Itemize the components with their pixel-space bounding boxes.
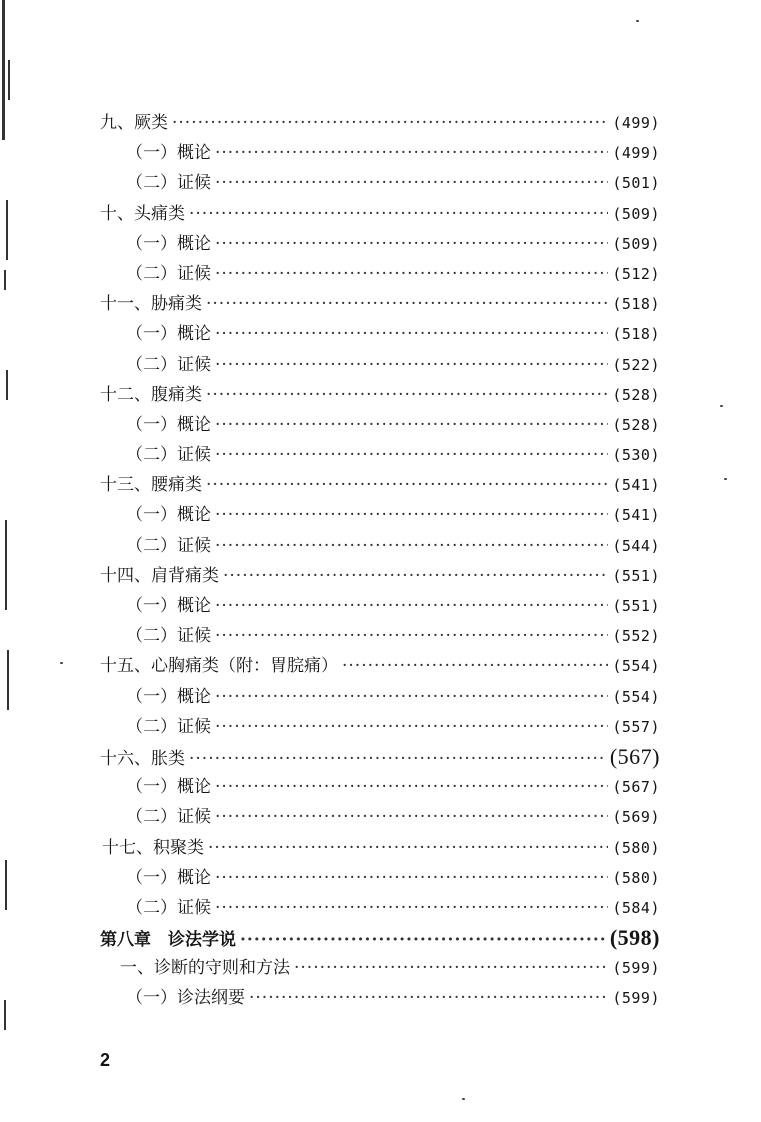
toc-entry-page: (499) [612, 114, 660, 132]
dot-leader [223, 561, 608, 591]
scan-edge-mark [4, 270, 6, 290]
dot-leader [215, 410, 608, 440]
scan-edge-mark [2, 0, 5, 140]
toc-entry [100, 168, 660, 198]
scan-speck [462, 1098, 465, 1100]
toc-entry [100, 259, 660, 289]
dot-leader [215, 621, 608, 651]
dot-leader [215, 893, 608, 923]
dot-leader [215, 682, 608, 712]
scan-edge-mark [7, 650, 9, 710]
scan-speck [636, 20, 639, 22]
toc-entry-page: (567) [609, 743, 660, 769]
toc-entry-page: (599) [612, 959, 660, 978]
toc-entry-label: 九、厥类 [100, 113, 168, 133]
toc-entry-label: （一）概论 [126, 324, 211, 345]
scan-edge-mark [6, 200, 8, 260]
toc-entry-label: 十七、积聚类 [102, 837, 204, 858]
toc-entry [100, 682, 660, 712]
toc-entry-page: (541) [612, 506, 660, 525]
toc-entry-label: 十一、胁痛类 [100, 294, 202, 315]
toc-entry-label: （二）证候 [126, 263, 211, 284]
toc-entry-page: (530) [612, 446, 660, 465]
toc-entry-label: 十六、胀类 [100, 748, 185, 769]
toc-entry [100, 500, 660, 530]
toc-entry-page: (541) [612, 476, 660, 495]
toc-entry [100, 983, 660, 1013]
scan-edge-mark [4, 1000, 6, 1030]
toc-entry-label: 第八章 诊法学说 [100, 930, 236, 951]
toc-entry [100, 561, 660, 591]
dot-leader [215, 863, 608, 893]
toc-entry-page: (518) [612, 295, 660, 314]
toc-entry [100, 410, 660, 440]
toc-entry-label: （一）概论 [126, 233, 211, 254]
toc-entry-page: (551) [612, 597, 660, 615]
dot-leader [249, 983, 608, 1013]
toc-entry-label: （二）证候 [126, 897, 211, 918]
toc-entry-page: (599) [612, 989, 660, 1008]
toc-entry [100, 531, 660, 561]
toc-entry-label: （一）概论 [126, 143, 211, 164]
toc-entry [100, 651, 660, 681]
toc-entry [100, 350, 660, 380]
toc-entry-label: （一）概论 [126, 777, 211, 798]
toc-entry-label: （一）概论 [126, 867, 211, 888]
page-number: 2 [100, 1050, 111, 1070]
scan-speck [60, 662, 63, 664]
toc-entry-page: (522) [612, 355, 660, 374]
toc-entry [100, 380, 660, 410]
toc-entry [100, 772, 660, 802]
toc-chapter-entry [100, 923, 660, 953]
toc-entry [100, 229, 660, 259]
toc-entry [100, 199, 660, 229]
scan-edge-mark [5, 520, 7, 610]
scan-edge-mark [5, 860, 7, 910]
dot-leader [215, 229, 608, 259]
dot-leader [206, 380, 608, 410]
dot-leader [294, 953, 608, 983]
dot-leader [172, 108, 608, 138]
toc-entry-page: (567) [612, 778, 660, 797]
toc-entry-page: (509) [612, 234, 660, 253]
dot-leader [342, 651, 608, 681]
toc-entry-page: (551) [612, 566, 660, 585]
dot-leader [215, 259, 608, 289]
dot-leader [215, 772, 608, 802]
toc-entry [100, 319, 660, 349]
toc-entry-page: (554) [612, 687, 660, 706]
dot-leader [215, 138, 608, 168]
toc-entry-label: （一）概论 [126, 414, 211, 435]
toc-entry [100, 893, 660, 923]
toc-entry-label: 十二、腹痛类 [100, 384, 202, 405]
toc-entry [100, 470, 660, 500]
toc-entry-page: (598) [609, 925, 660, 951]
toc-entry-label: 十三、腰痛类 [100, 475, 202, 496]
toc-entry-label: 十、头痛类 [100, 203, 185, 224]
toc-entry-label: （二）证候 [126, 626, 211, 647]
dot-leader [215, 440, 608, 470]
toc-entry-page: (584) [612, 898, 660, 917]
toc-entry-label: （二）证候 [126, 173, 211, 194]
scan-speck [724, 478, 727, 480]
dot-leader [240, 925, 606, 955]
dot-leader [215, 319, 608, 349]
toc-entry-page: (518) [612, 325, 660, 344]
dot-leader [215, 712, 608, 742]
dot-leader [215, 350, 608, 380]
scan-edge-mark [8, 60, 10, 100]
toc-entry-page: (499) [612, 144, 660, 163]
toc-entry-page: (557) [612, 717, 660, 736]
toc-entry [100, 138, 660, 168]
dot-leader [189, 199, 608, 229]
toc-entry-label: 十五、心胸痛类（附：胃脘痛） [100, 656, 338, 677]
toc-entry-page: (552) [612, 627, 660, 646]
toc-entry [100, 289, 660, 319]
toc-entry [100, 712, 660, 742]
toc-entry [100, 108, 660, 138]
toc-entry-page: (528) [612, 385, 660, 404]
toc-entry [100, 742, 660, 772]
toc-entry-label: （一）概论 [126, 505, 211, 526]
toc-entry-page: (580) [612, 838, 660, 857]
toc-entry-page: (528) [612, 415, 660, 434]
toc-entry-label: 一、诊断的守则和方法 [120, 958, 290, 979]
toc-entry-page: (544) [612, 536, 660, 555]
toc-entry-label: （一）概论 [126, 596, 211, 616]
toc-entry [100, 621, 660, 651]
dot-leader [215, 168, 608, 198]
dot-leader [206, 289, 608, 319]
dot-leader [215, 500, 608, 530]
toc-entry-label: （一）概论 [126, 686, 211, 707]
toc-entry [100, 953, 660, 983]
toc-entry [100, 833, 660, 863]
toc-entry-label: （一）诊法纲要 [126, 988, 245, 1009]
toc-entry-page: (554) [612, 657, 660, 676]
toc-entry-page: (501) [612, 174, 660, 193]
dot-leader [189, 744, 606, 774]
dot-leader [208, 833, 608, 863]
scan-speck [720, 405, 723, 407]
dot-leader [215, 802, 608, 832]
toc-entry [100, 440, 660, 470]
toc-entry-label: （二）证候 [126, 445, 211, 466]
table-of-contents [100, 108, 660, 1014]
dot-leader [206, 470, 608, 500]
toc-entry [100, 863, 660, 893]
toc-entry-label: （二）证候 [126, 535, 211, 556]
toc-entry-page: (512) [612, 264, 660, 283]
toc-entry-label: （二）证候 [126, 354, 211, 375]
toc-entry-label: （二）证候 [126, 716, 211, 737]
dot-leader [215, 531, 608, 561]
toc-entry-label: 十四、肩背痛类 [100, 565, 219, 586]
dot-leader [215, 591, 608, 621]
toc-entry-page: (509) [612, 204, 660, 223]
toc-entry-label: （二）证候 [126, 807, 211, 828]
toc-entry-page: (580) [612, 868, 660, 887]
toc-entry-page: (569) [612, 808, 660, 827]
toc-entry [100, 802, 660, 832]
scan-edge-mark [6, 370, 8, 400]
toc-entry [100, 591, 660, 621]
